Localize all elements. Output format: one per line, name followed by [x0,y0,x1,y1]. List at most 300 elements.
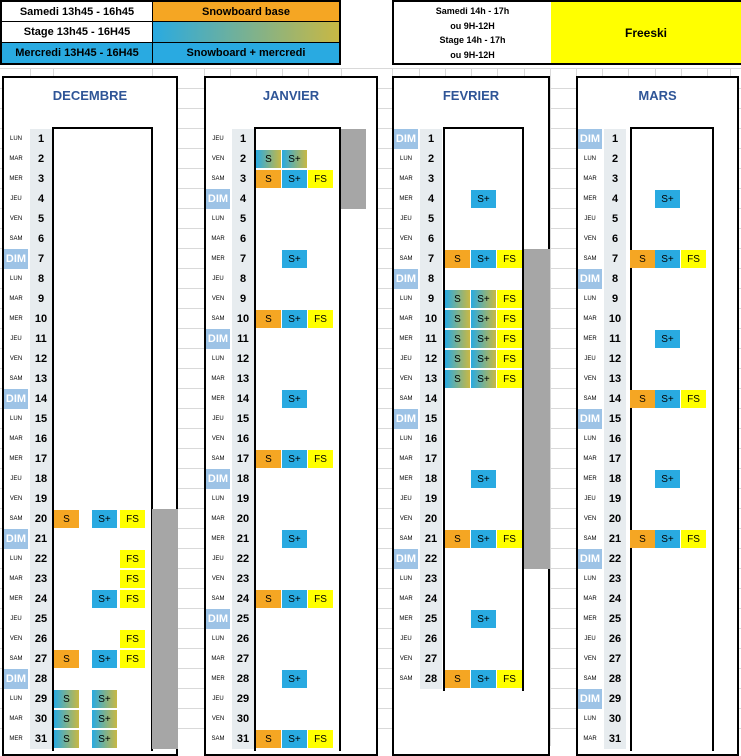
day-number: 5 [232,209,254,229]
day-number: 31 [30,729,52,749]
day-number: 16 [232,429,254,449]
day-name: SAM [9,376,23,382]
legend-box-left [0,0,341,65]
day-name: MER [583,616,597,622]
day-number: 6 [420,229,442,249]
day-number: 15 [420,409,442,429]
day-name: DIM [578,129,602,149]
day-number: 27 [604,649,626,669]
day-name: MAR [399,316,413,322]
day-name: MER [211,676,225,682]
day-number: 2 [420,149,442,169]
session-marker: S+ [92,650,117,668]
gray-period-bar [341,129,366,209]
day-name: SAM [9,656,23,662]
day-name: MAR [9,716,23,722]
day-number: 23 [232,569,254,589]
day-number: 10 [420,309,442,329]
day-number: 16 [604,429,626,449]
session-marker: S+ [282,170,307,188]
day-number: 27 [420,649,442,669]
legend-box-right [392,0,741,65]
day-name: LUN [583,716,596,722]
day-number: 24 [232,589,254,609]
day-name: MER [399,616,413,622]
legend-freeski: Freeski [551,2,741,63]
month-title: FEVRIER [442,88,500,103]
session-marker: S+ [655,470,680,488]
day-number: 21 [232,529,254,549]
day-name: DIM [578,269,602,289]
day-name: SAM [399,256,413,262]
day-name: MER [583,196,597,202]
day-name: JEU [212,136,224,142]
day-number: 15 [232,409,254,429]
day-number: 19 [30,489,52,509]
day-name: MAR [583,316,597,322]
day-number: 31 [604,729,626,749]
day-name: LUN [9,556,22,562]
session-marker: S [445,290,470,308]
day-name: MER [211,256,225,262]
session-marker: S [256,450,281,468]
day-name: MAR [399,456,413,462]
legend-stage-label: Stage 13h45 - 16H45 [2,22,153,42]
day-number: 19 [604,489,626,509]
day-name: MAR [211,516,225,522]
day-number: 15 [604,409,626,429]
day-number: 21 [604,529,626,549]
day-name: VEN [211,576,225,582]
session-marker: S+ [92,710,117,728]
day-number: 13 [30,369,52,389]
day-name: MAR [583,176,597,182]
day-number: 29 [232,689,254,709]
day-number: 4 [420,189,442,209]
day-name: JEU [400,216,412,222]
day-number: 9 [420,289,442,309]
day-number: 23 [30,569,52,589]
day-name: VEN [583,236,597,242]
day-name: SAM [583,396,597,402]
day-name: LUN [211,216,224,222]
day-name: LUN [9,416,22,422]
day-number: 6 [30,229,52,249]
day-number: 17 [420,449,442,469]
session-marker: S+ [655,190,680,208]
day-number: 7 [232,249,254,269]
day-name: DIM [578,409,602,429]
day-number: 14 [232,389,254,409]
day-name: JEU [10,616,22,622]
day-number: 29 [604,689,626,709]
session-marker: S+ [282,590,307,608]
day-name: MER [211,396,225,402]
session-marker: FS [308,450,333,468]
month-title: DECEMBRE [52,88,128,103]
day-number: 25 [420,609,442,629]
session-marker: S [256,590,281,608]
day-number: 5 [420,209,442,229]
day-name: MER [399,196,413,202]
day-name: DIM [206,329,230,349]
month-schedule-column [630,127,714,751]
day-name: MER [211,536,225,542]
day-name: SAM [399,536,413,542]
day-number: 11 [232,329,254,349]
day-number: 18 [604,469,626,489]
day-name: SAM [583,676,597,682]
day-number: 17 [232,449,254,469]
legend-samedi-freeski: Samedi 14h - 17h [435,6,510,16]
day-number: 18 [420,469,442,489]
session-marker: FS [308,730,333,748]
session-marker: S+ [471,610,496,628]
day-name: SAM [399,676,413,682]
session-marker: S+ [471,470,496,488]
legend-freeski-schedule [394,2,551,63]
day-name: SAM [211,316,225,322]
day-name: VEN [9,356,23,362]
session-marker: FS [681,390,706,408]
day-name: VEN [399,236,413,242]
day-number: 3 [420,169,442,189]
day-number: 2 [30,149,52,169]
day-number: 13 [232,369,254,389]
day-name: JEU [10,196,22,202]
session-marker: S+ [92,690,117,708]
day-name: VEN [9,216,23,222]
day-name: JEU [400,356,412,362]
day-name: VEN [211,436,225,442]
day-number: 1 [604,129,626,149]
session-marker: S [445,370,470,388]
day-name: DIM [394,269,418,289]
legend-stage-alt: ou 9H-12H [450,49,495,60]
day-number: 8 [604,269,626,289]
session-marker: S+ [655,530,680,548]
day-number: 8 [420,269,442,289]
session-marker: S+ [655,250,680,268]
day-name: MAR [9,576,23,582]
session-marker: S [54,650,79,668]
session-marker: FS [308,170,333,188]
session-marker: S+ [471,310,496,328]
day-name: JEU [212,556,224,562]
session-marker: FS [308,310,333,328]
day-number: 28 [30,669,52,689]
day-number: 4 [232,189,254,209]
day-number: 10 [604,309,626,329]
session-marker: FS [120,550,145,568]
day-number: 26 [604,629,626,649]
gray-period-bar [524,249,550,569]
day-number: 6 [232,229,254,249]
day-name: MAR [583,596,597,602]
day-name: LUN [399,576,412,582]
day-number: 30 [604,709,626,729]
day-name: MAR [9,296,23,302]
day-name: MAR [211,656,225,662]
day-number: 29 [30,689,52,709]
session-marker: FS [497,370,522,388]
day-name: SAM [9,516,23,522]
day-number: 19 [232,489,254,509]
day-number: 7 [420,249,442,269]
day-name: VEN [9,636,23,642]
day-number: 1 [30,129,52,149]
day-name: DIM [394,129,418,149]
session-marker: S+ [471,670,496,688]
day-number: 20 [232,509,254,529]
day-number: 2 [604,149,626,169]
gray-period-bar [152,509,178,749]
legend-stage-freeski: Stage 14h - 17h [439,35,506,45]
day-number: 7 [604,249,626,269]
day-name: JEU [10,476,22,482]
day-number: 8 [30,269,52,289]
session-marker: S+ [471,250,496,268]
day-number: 26 [232,629,254,649]
day-name: MER [399,476,413,482]
day-number: 10 [232,309,254,329]
month-title: MARS [638,88,677,103]
session-marker: S [445,250,470,268]
day-name: SAM [211,736,225,742]
month-title: JANVIER [262,88,320,103]
day-number: 20 [30,509,52,529]
day-number: 17 [604,449,626,469]
day-number: 20 [420,509,442,529]
day-number: 10 [30,309,52,329]
day-number: 22 [604,549,626,569]
day-name: MAR [399,176,413,182]
session-marker: S+ [471,350,496,368]
day-number: 23 [604,569,626,589]
day-name: JEU [212,696,224,702]
legend-gradient-swatch [153,22,339,42]
day-number: 31 [232,729,254,749]
day-name: DIM [4,249,28,269]
day-name: VEN [399,516,413,522]
day-number: 22 [232,549,254,569]
day-name: DIM [206,469,230,489]
session-marker: S [630,390,655,408]
day-name: MER [9,596,23,602]
day-number: 7 [30,249,52,269]
day-number: 5 [30,209,52,229]
session-marker: S [445,350,470,368]
session-marker: S [54,730,79,748]
day-name: VEN [583,376,597,382]
day-name: JEU [400,636,412,642]
day-name: VEN [399,656,413,662]
day-number: 24 [30,589,52,609]
session-marker: S [54,510,79,528]
day-number: 11 [420,329,442,349]
session-marker: S+ [471,530,496,548]
day-number: 11 [30,329,52,349]
day-name: JEU [584,356,596,362]
legend-snowboard-mercredi: Snowboard + mercredi [153,42,339,63]
day-number: 8 [232,269,254,289]
day-number: 24 [604,589,626,609]
day-number: 12 [30,349,52,369]
day-name: MAR [399,596,413,602]
legend-samedi-label: Samedi 13h45 - 16h45 [2,2,153,22]
session-marker: S+ [655,330,680,348]
day-name: DIM [4,389,28,409]
day-name: JEU [584,216,596,222]
legend-mercredi-label: Mercredi 13H45 - 16H45 [2,42,153,63]
day-name: MAR [9,436,23,442]
day-name: SAM [583,536,597,542]
day-number: 27 [30,649,52,669]
day-number: 2 [232,149,254,169]
session-marker: S+ [471,370,496,388]
day-name: DIM [4,529,28,549]
day-number: 20 [604,509,626,529]
day-name: DIM [578,689,602,709]
day-number: 26 [420,629,442,649]
day-name: MAR [9,156,23,162]
session-marker: S+ [471,330,496,348]
day-name: JEU [400,496,412,502]
session-marker: S [256,170,281,188]
session-marker: S+ [92,590,117,608]
session-marker: S+ [92,510,117,528]
day-number: 1 [232,129,254,149]
day-number: 9 [30,289,52,309]
day-number: 18 [232,469,254,489]
day-name: LUN [9,696,22,702]
session-marker: FS [497,330,522,348]
day-number: 14 [30,389,52,409]
day-name: SAM [399,396,413,402]
day-name: MAR [583,456,597,462]
day-name: DIM [206,189,230,209]
day-name: JEU [212,416,224,422]
day-number: 25 [604,609,626,629]
session-marker: S+ [282,530,307,548]
day-name: VEN [211,296,225,302]
day-name: MER [583,336,597,342]
day-name: SAM [211,176,225,182]
day-number: 24 [420,589,442,609]
day-number: 3 [232,169,254,189]
day-name: MER [399,336,413,342]
day-name: VEN [211,156,225,162]
day-number: 18 [30,469,52,489]
day-number: 9 [232,289,254,309]
day-number: 25 [30,609,52,629]
day-name: JEU [584,636,596,642]
day-name: MER [9,316,23,322]
day-number: 22 [420,549,442,569]
day-number: 16 [30,429,52,449]
session-marker: S [445,530,470,548]
session-marker: S [630,530,655,548]
session-marker: FS [308,590,333,608]
day-name: SAM [211,456,225,462]
day-name: LUN [583,436,596,442]
day-name: LUN [399,436,412,442]
day-number: 28 [604,669,626,689]
session-marker: FS [120,650,145,668]
day-number: 26 [30,629,52,649]
day-number: 13 [604,369,626,389]
day-number: 17 [30,449,52,469]
day-name: MAR [211,236,225,242]
session-marker: S+ [655,390,680,408]
day-number: 4 [30,189,52,209]
session-marker: S [256,150,281,168]
day-number: 21 [30,529,52,549]
day-name: MER [583,476,597,482]
day-name: SAM [9,236,23,242]
day-number: 12 [604,349,626,369]
day-number: 14 [604,389,626,409]
day-number: 12 [420,349,442,369]
day-number: 25 [232,609,254,629]
session-marker: FS [497,290,522,308]
day-name: LUN [211,496,224,502]
session-marker: S+ [282,150,307,168]
day-number: 13 [420,369,442,389]
session-marker: FS [497,250,522,268]
day-name: LUN [211,356,224,362]
day-name: VEN [399,376,413,382]
day-number: 5 [604,209,626,229]
day-number: 12 [232,349,254,369]
day-number: 11 [604,329,626,349]
session-marker: FS [681,250,706,268]
day-number: 30 [30,709,52,729]
day-number: 28 [420,669,442,689]
day-name: LUN [9,276,22,282]
day-number: 3 [604,169,626,189]
day-name: VEN [9,496,23,502]
day-number: 22 [30,549,52,569]
session-marker: FS [681,530,706,548]
day-number: 15 [30,409,52,429]
day-number: 4 [604,189,626,209]
session-marker: S [445,330,470,348]
day-name: MAR [583,736,597,742]
session-marker: S+ [282,250,307,268]
legend-samedi-alt: ou 9H-12H [450,20,495,31]
day-name: MAR [211,376,225,382]
day-name: JEU [584,496,596,502]
session-marker: FS [497,530,522,548]
day-name: VEN [583,656,597,662]
day-number: 30 [232,709,254,729]
legend-snowboard-base: Snowboard base [153,2,339,22]
session-marker: S+ [282,450,307,468]
day-number: 14 [420,389,442,409]
session-marker: FS [120,510,145,528]
day-number: 27 [232,649,254,669]
session-marker: S+ [282,730,307,748]
day-number: 28 [232,669,254,689]
day-name: LUN [583,296,596,302]
session-marker: S [256,730,281,748]
day-name: LUN [399,296,412,302]
session-marker: FS [497,310,522,328]
day-name: MER [9,176,23,182]
day-name: LUN [9,136,22,142]
day-name: SAM [583,256,597,262]
